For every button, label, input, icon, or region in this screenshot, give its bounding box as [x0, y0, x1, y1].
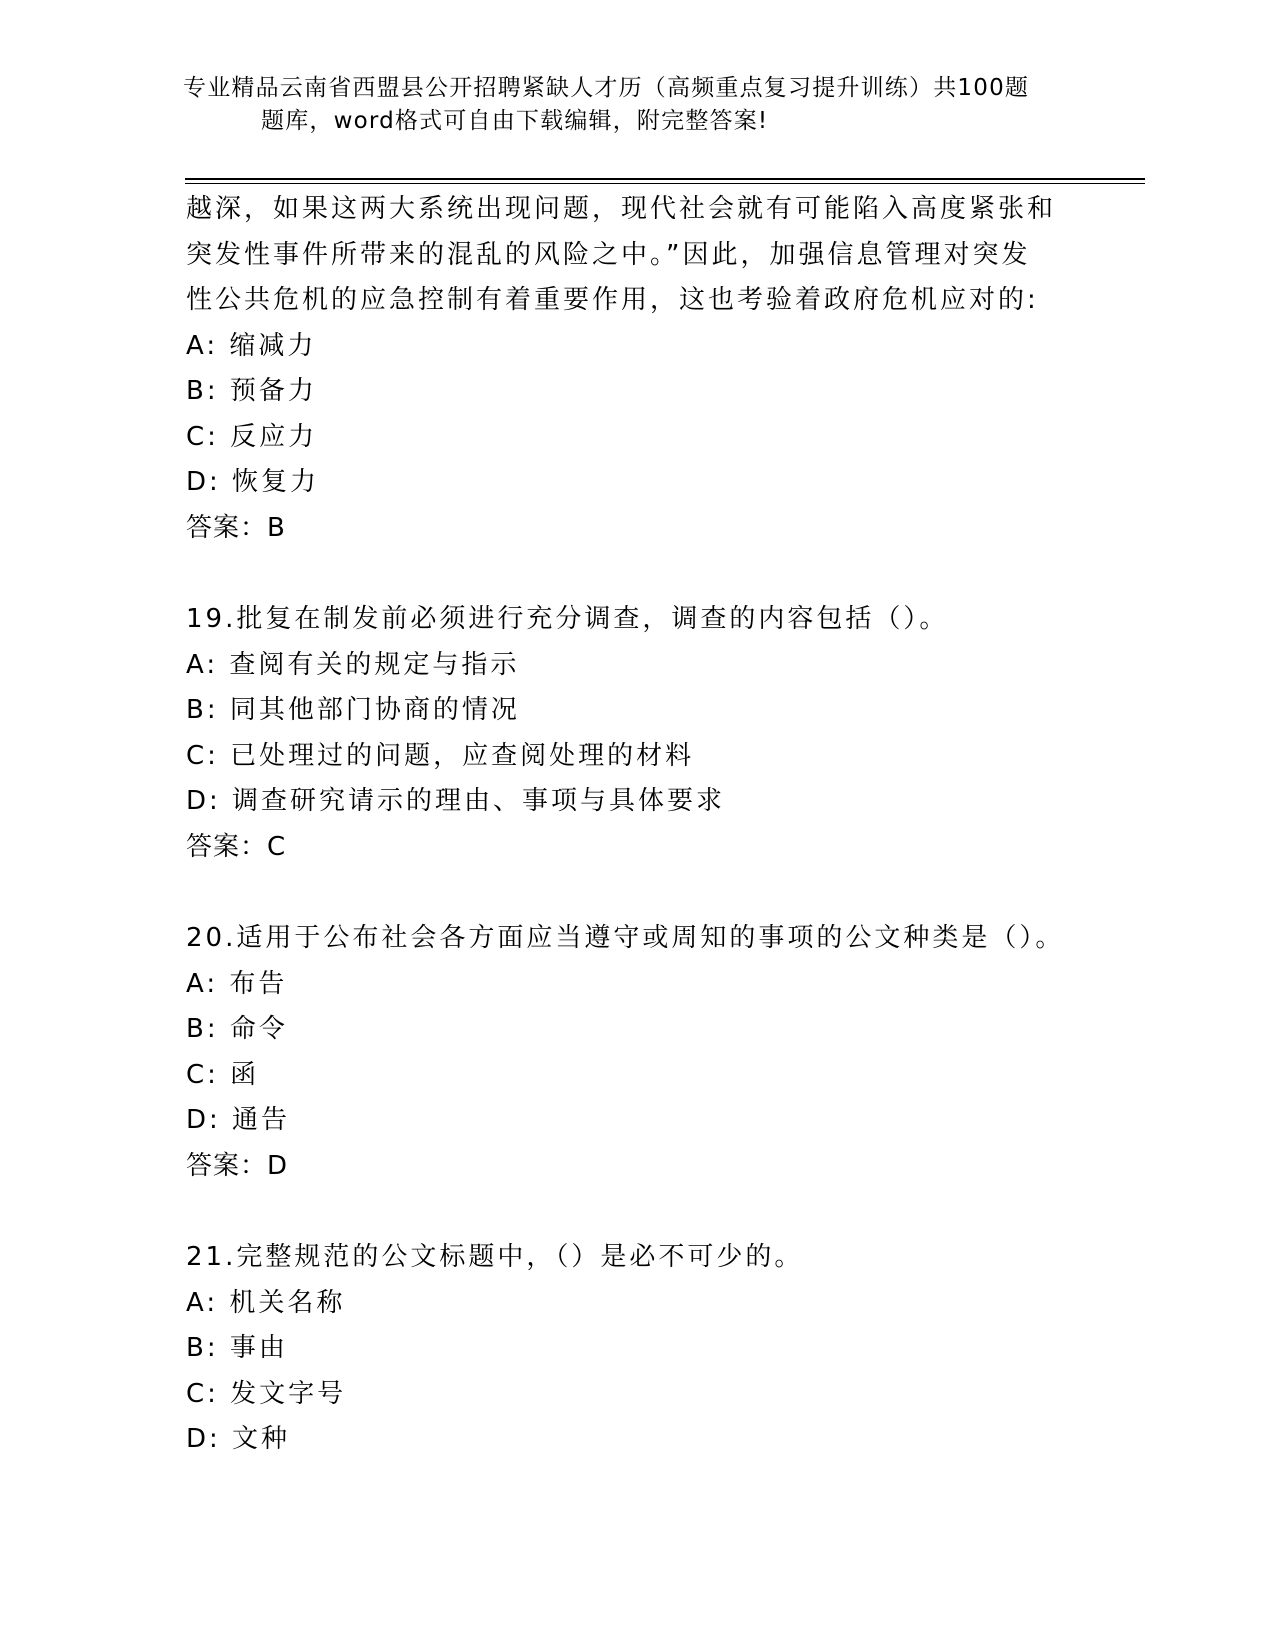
option-a: A: 缩减力 — [186, 330, 317, 361]
option-c: C: 函 — [186, 1059, 260, 1090]
question-stem: 20.适用于公布社会各方面应当遵守或周知的事项的公文种类是（）。 — [186, 923, 1065, 953]
question-21 — [186, 1235, 1116, 1463]
stem-line: 性公共危机的应急控制有着重要作用，这也考验着政府危机应对的: — [186, 285, 1039, 315]
option-b: B: 命令 — [186, 1014, 288, 1044]
question-20 — [186, 916, 1116, 1189]
option-b: B: 预备力 — [186, 376, 317, 406]
option-a: A: 查阅有关的规定与指示 — [186, 649, 520, 680]
question-stem: 21.完整规范的公文标题中，（）是必不可少的。 — [186, 1242, 804, 1272]
stem-line: 突发性事件所带来的混乱的风险之中。”因此，加强信息管理对突发 — [186, 239, 1031, 270]
option-d: D: 通告 — [186, 1105, 291, 1135]
option-c: C: 发文字号 — [186, 1378, 347, 1409]
stem-line: 越深，如果这两大系统出现问题，现代社会就有可能陷入高度紧张和 — [186, 194, 1057, 224]
spacer — [186, 551, 1116, 597]
option-c: C: 已处理过的问题，应查阅处理的材料 — [186, 740, 695, 771]
header-rule-thick — [185, 178, 1145, 180]
header-line-2: 题库，word格式可自由下载编辑，附完整答案! — [261, 108, 769, 134]
option-b: B: 同其他部门协商的情况 — [186, 695, 520, 725]
header-rule-thin — [185, 183, 1145, 184]
answer: 答案：C — [186, 831, 287, 862]
document-header — [183, 72, 1043, 138]
spacer — [186, 870, 1116, 916]
question-18-continued — [186, 187, 1116, 551]
question-stem: 19.批复在制发前必须进行充分调查，调查的内容包括（）。 — [186, 604, 949, 634]
answer: 答案：B — [186, 512, 286, 543]
option-d: D: 文种 — [186, 1424, 291, 1454]
spacer — [186, 1189, 1116, 1235]
option-a: A: 机关名称 — [186, 1287, 346, 1318]
option-d: D: 恢复力 — [186, 467, 320, 497]
answer: 答案：D — [186, 1150, 289, 1181]
document-body — [186, 187, 1116, 1463]
option-c: C: 反应力 — [186, 421, 318, 452]
option-d: D: 调查研究请示的理由、事项与具体要求 — [186, 786, 726, 816]
header-line-1: 专业精品云南省西盟县公开招聘紧缺人才历（高频重点复习提升训练）共100题 — [183, 75, 1030, 101]
question-19 — [186, 597, 1116, 870]
option-b: B: 事由 — [186, 1333, 288, 1363]
option-a: A: 布告 — [186, 968, 288, 999]
